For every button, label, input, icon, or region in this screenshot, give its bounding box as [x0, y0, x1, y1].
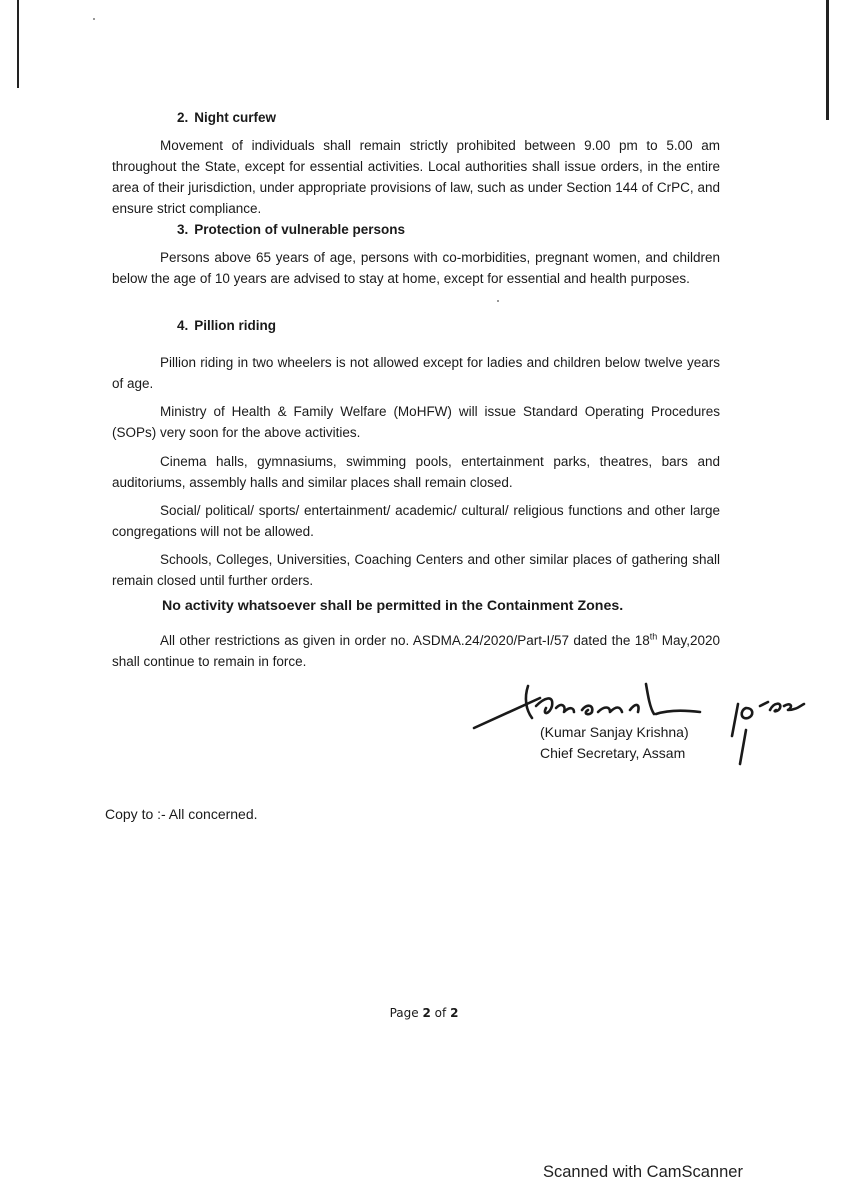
section-title: Protection of vulnerable persons: [194, 222, 406, 237]
section-number: 3.: [177, 222, 189, 237]
mohfw-sop-paragraph: Ministry of Health & Family Welfare (MoHFW) will issue Standard Operating Procedures (SOPs) very soon for the above activities.: [112, 404, 720, 440]
section-number: 4.: [177, 318, 189, 333]
schools-paragraph: Schools, Colleges, Universities, Coaching Centers and other similar places of gathering shall remain closed until further orders.: [112, 552, 720, 588]
copy-to-line: Copy to :- All concerned.: [105, 806, 258, 822]
scan-speck: [93, 18, 95, 20]
scanner-watermark: Scanned with CamScanner: [543, 1163, 743, 1181]
signatory-title: Chief Secretary, Assam: [540, 745, 686, 761]
other-restrictions-text: All other restrictions as given in order no. ASDMA.24/2020/Part-I/57 dated the 18: [160, 633, 650, 648]
scan-speck: [497, 300, 499, 302]
section-title: Pillion riding: [194, 318, 277, 333]
ordinal-suffix: th: [649, 631, 658, 642]
page-current: 2: [422, 1006, 431, 1020]
vulnerable-persons-paragraph: Persons above 65 years of age, persons with co-morbidities, pregnant women, and children below the age of 10 years are advised to stay at home, except for essential and health purposes.: [112, 250, 720, 286]
other-restrictions-paragraph: [112, 630, 720, 672]
section-number: 2.: [177, 110, 189, 125]
other-restrictions-text-end: May,2020 shall continue to remain in force.: [112, 633, 720, 669]
night-curfew-paragraph: Movement of individuals shall remain strictly prohibited between 9.00 pm to 5.00 am throughout the State, except for essential activities. Local authorities shall issue orders, in the entire area of their jurisdiction, under appropriate provisions of law, such as under Section 144 of CrPC, and ensure strict compliance.: [112, 138, 720, 216]
page-total: 2: [450, 1006, 459, 1020]
pillion-riding-paragraph: Pillion riding in two wheelers is not allowed except for ladies and children below twelve years of age.: [112, 355, 720, 391]
section-title: Night curfew: [194, 110, 277, 125]
page-of-label: of: [434, 1006, 447, 1020]
functions-paragraph: Social/ political/ sports/ entertainment/ academic/ cultural/ religious functions and other large congregations will not be allowed.: [112, 503, 720, 539]
scan-edge-left: [17, 0, 19, 88]
section-heading-night-curfew: [177, 110, 276, 125]
section-heading-vulnerable-persons: [177, 222, 405, 237]
cinema-halls-paragraph: Cinema halls, gymnasiums, swimming pools, entertainment parks, theatres, bars and auditoriums, assembly halls and similar places shall remain closed.: [112, 454, 720, 490]
page-number: [0, 1006, 848, 1020]
scan-edge-right: [826, 0, 829, 120]
page-label: Page: [389, 1006, 419, 1020]
containment-zone-notice: No activity whatsoever shall be permitted in the Containment Zones.: [162, 598, 624, 614]
signatory-name: (Kumar Sanjay Krishna): [540, 724, 689, 740]
section-heading-pillion-riding: [177, 318, 276, 333]
